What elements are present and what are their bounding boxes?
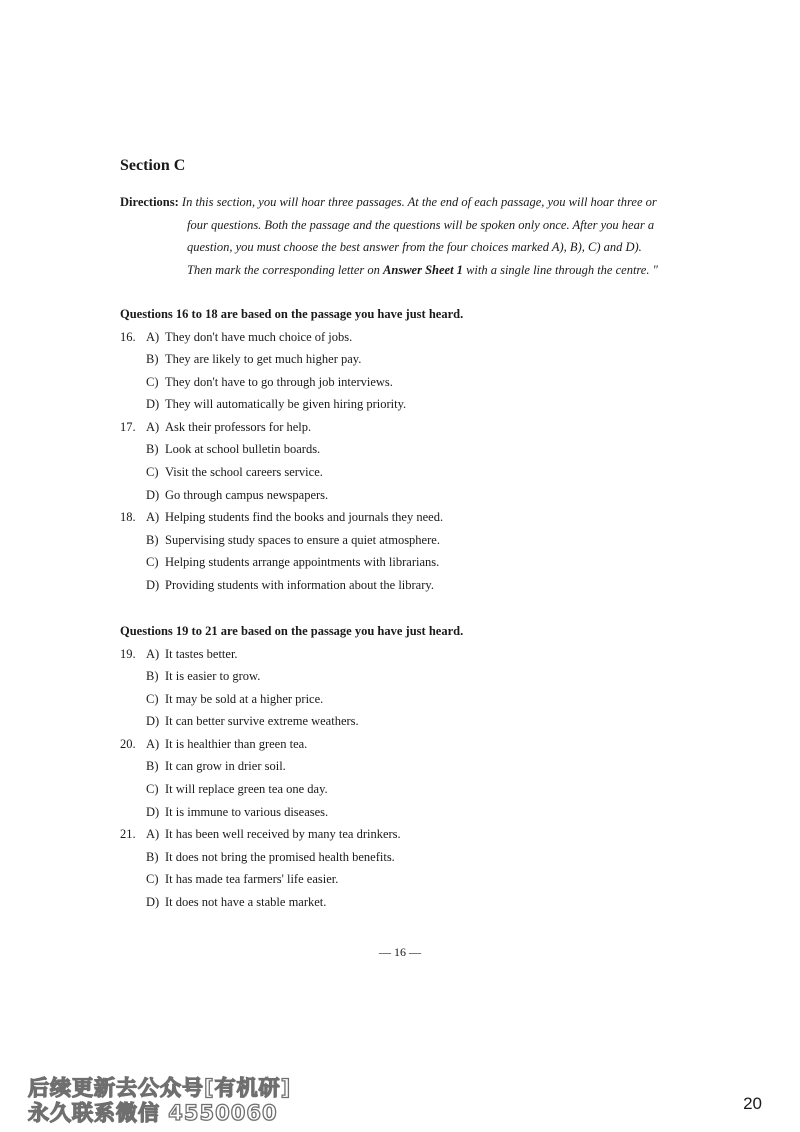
question-number: 18. [120,510,136,525]
question-20-option-a [120,733,680,756]
question-17-option-a [120,416,680,439]
question-17-option-c [120,461,680,484]
option-letter: D) [146,578,160,593]
option-text: Providing students with information about the library. [165,578,434,593]
option-text: It is immune to various diseases. [165,804,329,819]
option-letter: D) [146,487,160,502]
option-text: Go through campus newspapers. [165,487,329,502]
option-text: It will replace green tea one day. [165,782,328,797]
option-letter: C) [146,872,159,887]
directions-line-4-end: with a single line through the centre. " [462,262,658,277]
question-group-16-18 [120,303,680,597]
question-17-option-b [120,438,680,461]
option-text: It is healthier than green tea. [165,736,308,751]
question-19-option-c [120,688,680,711]
question-21-option-d [120,891,680,914]
option-text: They don't have to go through job interviews. [165,374,393,389]
question-18-option-a [120,506,680,529]
option-letter: B) [146,759,159,774]
section-title: Section C [120,157,186,174]
question-21-option-a [120,823,680,846]
option-text: They are likely to get much higher pay. [165,352,362,367]
directions-line-4-start: Then mark the corresponding letter on [187,262,384,277]
corner-page-number: 20 [743,1094,762,1113]
question-number: 21. [120,827,136,842]
option-text: They don't have much choice of jobs. [165,329,353,344]
question-21-option-c [120,868,680,891]
question-16-option-c [120,371,680,394]
option-letter: C) [146,555,159,570]
group-header: Questions 16 to 18 are based on the passage you have just heard. [120,307,464,321]
question-number: 19. [120,646,136,661]
option-text: Visit the school careers service. [165,465,323,480]
option-text: It has been well received by many tea drinkers. [165,827,401,842]
option-letter: D) [146,895,160,910]
group-header: Questions 19 to 21 are based on the passage you have just heard. [120,624,464,638]
option-letter: B) [146,849,159,864]
option-letter: B) [146,532,159,547]
option-text: It may be sold at a higher price. [165,691,324,706]
option-text: It has made tea farmers' life easier. [165,872,339,887]
option-text: Ask their professors for help. [165,419,312,434]
option-letter: A) [146,736,160,751]
option-text: It does not bring the promised health benefits. [165,849,395,864]
option-letter: B) [146,669,159,684]
question-21-option-b [120,846,680,869]
option-letter: D) [146,714,160,729]
option-letter: A) [146,510,160,525]
question-16-option-a [120,326,680,349]
option-text: It can better survive extreme weathers. [165,714,359,729]
watermark [28,1076,291,1126]
option-text: Helping students arrange appointments with librarians. [165,555,440,570]
option-letter: C) [146,691,159,706]
question-18-option-c [120,551,680,574]
option-letter: B) [146,442,159,457]
question-18-option-d [120,574,680,597]
option-text: It tastes better. [165,646,238,661]
option-text: They will automatically be given hiring priority. [165,397,407,412]
directions-separator: : [174,195,179,209]
question-19-option-b [120,665,680,688]
question-20-option-d [120,801,680,824]
question-20-option-c [120,778,680,801]
option-letter: D) [146,804,160,819]
page-number: — 16 — [379,945,421,959]
answer-sheet-phrase: Answer Sheet 1 [383,262,463,277]
question-16-option-d [120,393,680,416]
question-18-option-b [120,529,680,552]
option-letter: B) [146,352,159,367]
option-letter: A) [146,419,160,434]
option-letter: C) [146,465,159,480]
option-text: Supervising study spaces to ensure a quiet atmosphere. [165,532,440,547]
question-16-option-b [120,348,680,371]
option-text: It does not have a stable market. [165,895,327,910]
option-text: Helping students find the books and journals they need. [165,510,444,525]
watermark-line-1: 后续更新去公众号[有机研] [28,1076,292,1100]
directions-line-2: four questions. Both the passage and the questions will be spoken only once. After you hear a [187,217,655,232]
directions-line-3: question, you must choose the best answer from the four choices marked A), B), C) and D). [187,240,642,254]
option-letter: A) [146,646,160,661]
directions-label: Directions [120,195,175,209]
option-letter: A) [146,329,160,344]
question-number: 20. [120,736,136,751]
question-number: 17. [120,419,136,434]
question-17-option-d [120,484,680,507]
option-letter: A) [146,827,160,842]
option-letter: C) [146,782,159,797]
directions-block [120,191,685,281]
question-number: 16. [120,329,136,344]
question-group-19-21 [120,620,680,914]
directions-line-1: In this section, you will hoar three passages. At the end of each passage, you will hoar three or [181,195,657,209]
option-text: It can grow in drier soil. [165,759,286,774]
watermark-line-2: 永久联系微信 4550060 [28,1101,278,1125]
option-letter: C) [146,374,159,389]
option-text: It is easier to grow. [165,669,261,684]
question-19-option-d [120,710,680,733]
option-letter: D) [146,397,160,412]
question-20-option-b [120,755,680,778]
question-19-option-a [120,643,680,666]
option-text: Look at school bulletin boards. [165,442,321,457]
directions-line-4 [120,259,685,282]
